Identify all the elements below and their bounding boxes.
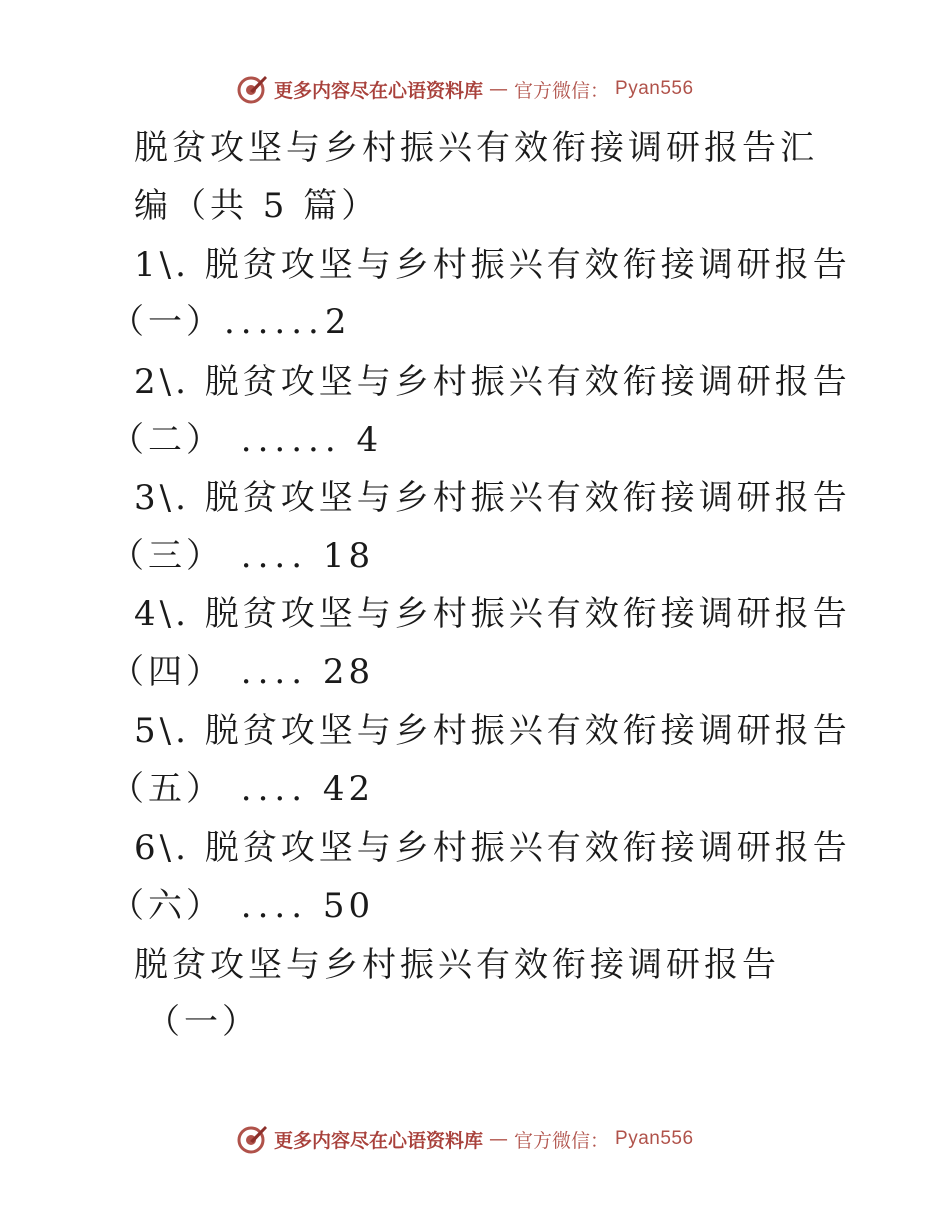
watermark-banner-bottom xyxy=(236,1122,716,1156)
toc-number: 6\. xyxy=(134,828,190,868)
toc-title: 脱贫攻坚与乡村振兴有效衔接调研报告 xyxy=(204,362,851,402)
toc-page: 42 xyxy=(308,769,375,809)
toc-part: （六） xyxy=(110,886,224,926)
toc-dots: .... xyxy=(224,769,309,809)
toc-entry-6[interactable] xyxy=(134,828,851,868)
watermark-wechat-label: 官方微信： xyxy=(514,1129,610,1152)
toc-title: 脱贫攻坚与乡村振兴有效衔接调研报告 xyxy=(204,245,851,285)
toc-entry-3-part xyxy=(110,536,374,576)
toc-number: 2\. xyxy=(134,362,190,402)
toc-entry-2-part xyxy=(110,420,382,460)
toc-title: 脱贫攻坚与乡村振兴有效衔接调研报告 xyxy=(204,594,851,634)
quill-logo-icon xyxy=(236,73,268,105)
toc-entry-4[interactable] xyxy=(134,594,851,634)
toc-part: （二） xyxy=(110,420,224,460)
toc-entry-1-part xyxy=(110,302,351,342)
toc-entry-3[interactable] xyxy=(134,478,851,518)
toc-part: （三） xyxy=(110,536,224,576)
section-title: 脱贫攻坚与乡村振兴有效衔接调研报告 xyxy=(134,945,780,985)
toc-dots: .... xyxy=(224,536,309,576)
section-subtitle: （一） xyxy=(146,1002,260,1042)
toc-part: （一） xyxy=(110,302,224,342)
toc-page: 18 xyxy=(308,536,375,576)
watermark-banner-top xyxy=(236,72,716,106)
toc-page: 2 xyxy=(324,302,351,342)
quill-logo-icon xyxy=(236,1123,268,1155)
toc-number: 4\. xyxy=(134,594,190,634)
toc-page: 4 xyxy=(341,420,383,460)
toc-part: （五） xyxy=(110,769,224,809)
document-title-line2: 编（共 5 篇） xyxy=(134,186,380,226)
watermark-brand: 更多内容尽在心语资料库 xyxy=(274,1129,484,1152)
watermark-wechat-label: 官方微信： xyxy=(514,79,610,102)
toc-title: 脱贫攻坚与乡村振兴有效衔接调研报告 xyxy=(204,711,851,751)
toc-entry-4-part xyxy=(110,652,374,692)
watermark-brand: 更多内容尽在心语资料库 xyxy=(274,79,484,102)
toc-entry-6-part xyxy=(110,886,374,926)
watermark-wechat-id: Pyan556 xyxy=(615,78,694,99)
toc-page: 28 xyxy=(308,652,375,692)
document-title-line1: 脱贫攻坚与乡村振兴有效衔接调研报告汇 xyxy=(134,128,818,168)
watermark-wechat-id: Pyan556 xyxy=(615,1128,694,1149)
toc-dots: .... xyxy=(224,652,309,692)
toc-number: 5\. xyxy=(134,711,190,751)
toc-entry-5[interactable] xyxy=(134,711,851,751)
toc-number: 3\. xyxy=(134,478,190,518)
toc-entry-5-part xyxy=(110,769,374,809)
toc-entry-1[interactable] xyxy=(134,245,851,285)
toc-dots: ...... xyxy=(224,302,325,342)
toc-entry-2[interactable] xyxy=(134,362,851,402)
toc-page: 50 xyxy=(308,886,375,926)
toc-number: 1\. xyxy=(134,245,190,285)
watermark-dash: — xyxy=(489,78,509,100)
toc-dots: ...... xyxy=(224,420,342,460)
toc-part: （四） xyxy=(110,652,224,692)
watermark-dash: — xyxy=(489,1128,509,1150)
toc-title: 脱贫攻坚与乡村振兴有效衔接调研报告 xyxy=(204,478,851,518)
toc-title: 脱贫攻坚与乡村振兴有效衔接调研报告 xyxy=(204,828,851,868)
toc-dots: .... xyxy=(224,886,309,926)
